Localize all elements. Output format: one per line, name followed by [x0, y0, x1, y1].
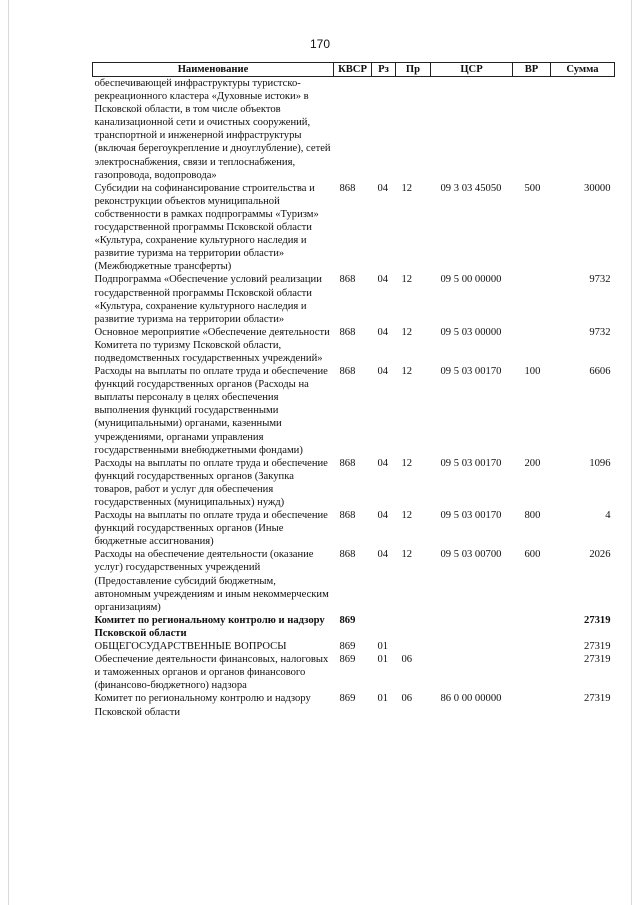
cell-kvsr: 868	[339, 182, 356, 194]
cell-name: ОБЩЕГОСУДАРСТВЕННЫЕ ВОПРОСЫ	[94, 641, 287, 653]
cell-pr: 12	[401, 510, 413, 522]
cell-kvsr: 868	[339, 274, 356, 286]
cell-name: обеспечивающей инфраструктуры туристско-рекреационного кластера «Духовные истоки» в Псковской области, в том числе объектов канализационной сети и очистных сооружений, транспортной и инженерной инфраструктуры (включая берегоукрепление и дноуглубление), сетей электроснабжения, связи и теплоснабжения, газопровода, водопровода»	[94, 78, 331, 181]
scan-margin-left	[8, 0, 9, 905]
cell-csr	[431, 640, 513, 653]
header-vr: ВР	[513, 63, 551, 77]
header-csr: ЦСР	[431, 63, 513, 77]
cell-pr: 12	[401, 274, 413, 286]
cell-name: Расходы на выплаты по оплате труда и обеспечение функций государственных органов (Расходы на выплаты персоналу в целях обеспечения выполнения функций государственными (муниципальными) органами, казенными учреждениями, органами управления государственными внебюджетными фондами)	[94, 366, 328, 456]
page-number: 170	[309, 37, 331, 51]
cell-csr	[431, 614, 513, 640]
cell-pr: 12	[401, 457, 413, 469]
cell-rz: 01	[377, 693, 389, 705]
cell-sum: 27319	[584, 654, 611, 666]
cell-vr	[513, 614, 551, 640]
cell-rz	[372, 77, 396, 182]
header-sum: Сумма	[551, 63, 615, 77]
table-row	[93, 365, 615, 457]
table-row	[93, 653, 615, 692]
table-row	[93, 509, 615, 548]
cell-kvsr: 868	[339, 510, 356, 522]
cell-sum: 2026	[589, 549, 611, 561]
cell-pr	[396, 640, 431, 653]
cell-pr: 12	[401, 549, 413, 561]
cell-vr	[513, 692, 551, 718]
cell-sum	[551, 77, 615, 182]
cell-name: Комитет по региональному контролю и надзору Псковской области	[94, 614, 325, 639]
cell-csr	[431, 77, 513, 182]
table-row	[93, 640, 615, 653]
cell-vr	[513, 77, 551, 182]
table-row	[93, 273, 615, 325]
cell-rz	[372, 614, 396, 640]
cell-kvsr: 868	[339, 366, 356, 378]
cell-sum: 9732	[589, 274, 611, 286]
cell-kvsr	[334, 77, 372, 182]
cell-name: Расходы на выплаты по оплате труда и обеспечение функций государственных органов (Закупка товаров, работ и услуг для обеспечения государственных (муниципальных) нужд)	[94, 457, 328, 508]
cell-pr: 12	[401, 366, 413, 378]
cell-pr: 12	[401, 182, 413, 194]
cell-name: Подпрограмма «Обеспечение условий реализации государственной программы Псковской области «Культура, сохранение культурного наследия и развитие туризма на территории области»	[94, 274, 322, 325]
cell-name: Расходы на выплаты по оплате труда и обеспечение функций государственных органов (Иные бюджетные ассигнования)	[94, 510, 328, 548]
cell-pr: 06	[401, 654, 413, 666]
cell-csr: 09 5 03 00700	[440, 549, 502, 561]
header-name: Наименование	[93, 63, 334, 77]
scan-margin-right	[631, 0, 632, 905]
cell-sum: 30000	[584, 182, 611, 194]
cell-vr: 500	[524, 182, 541, 194]
cell-name: Основное мероприятие «Обеспечение деятельности Комитета по туризму Псковской области, подведомственных государственных учреждений»	[94, 326, 330, 364]
cell-vr: 100	[524, 366, 541, 378]
table-header-row	[93, 63, 615, 77]
cell-csr: 09 5 03 00000	[440, 326, 502, 338]
header-kvsr: КВСР	[334, 63, 372, 77]
table-row	[93, 182, 615, 274]
cell-rz: 04	[377, 510, 389, 522]
cell-sum: 6606	[589, 366, 611, 378]
cell-kvsr: 868	[339, 457, 356, 469]
cell-kvsr: 868	[339, 326, 356, 338]
cell-vr: 600	[524, 549, 541, 561]
cell-name: Субсидии на софинансирование строительства и реконструкции объектов муниципальной собственности в рамках подпрограммы «Туризм» государственной программы Псковской области «Культура, сохранение культурного наследия и развитие туризма на территории области» (Межбюджетные трансферты)	[94, 182, 319, 273]
cell-vr	[513, 273, 551, 325]
header-pr: Пр	[396, 63, 431, 77]
cell-name: Комитет по региональному контролю и надзору Псковской области	[94, 693, 311, 718]
table-row	[93, 692, 615, 718]
cell-kvsr: 869	[339, 654, 356, 666]
cell-sum: 9732	[589, 326, 611, 338]
cell-csr	[431, 653, 513, 692]
cell-rz: 01	[377, 654, 389, 666]
header-rz: Рз	[372, 63, 396, 77]
cell-name: Обеспечение деятельности финансовых, налоговых и таможенных органов и органов финансового (финансово-бюджетного) надзора	[94, 654, 329, 692]
cell-rz: 01	[377, 641, 389, 653]
cell-csr: 86 0 00 00000	[440, 693, 502, 705]
cell-sum: 1096	[589, 457, 611, 469]
table-row	[93, 548, 615, 613]
table-body	[93, 77, 615, 719]
cell-kvsr: 869	[339, 641, 356, 653]
cell-sum: 4	[605, 510, 611, 522]
cell-pr	[396, 614, 431, 640]
table-row	[93, 614, 615, 640]
cell-vr	[513, 640, 551, 653]
table-row	[93, 326, 615, 365]
budget-table	[92, 62, 615, 719]
cell-rz: 04	[377, 457, 389, 469]
cell-pr	[396, 77, 431, 182]
cell-pr: 12	[401, 326, 413, 338]
cell-csr: 09 5 00 00000	[440, 274, 502, 286]
cell-rz: 04	[377, 366, 389, 378]
cell-vr	[513, 326, 551, 365]
table-row	[93, 77, 615, 182]
cell-sum: 27319	[584, 693, 611, 705]
table-row	[93, 457, 615, 509]
cell-rz: 04	[377, 274, 389, 286]
cell-csr: 09 5 03 00170	[440, 457, 502, 469]
cell-rz: 04	[377, 326, 389, 338]
cell-csr: 09 5 03 00170	[440, 366, 502, 378]
cell-sum: 27319	[584, 641, 611, 653]
cell-rz: 04	[377, 549, 389, 561]
cell-kvsr: 869	[339, 614, 356, 626]
cell-csr: 09 5 03 00170	[440, 510, 502, 522]
cell-vr	[513, 653, 551, 692]
cell-pr: 06	[401, 693, 413, 705]
cell-name: Расходы на обеспечение деятельности (оказание услуг) государственных учреждений (Предоставление субсидий бюджетным, автономным учреждениям и иным некоммерческим организациям)	[94, 549, 329, 613]
cell-sum: 27319	[584, 614, 611, 626]
cell-rz: 04	[377, 182, 389, 194]
cell-csr: 09 3 03 45050	[440, 182, 502, 194]
cell-kvsr: 869	[339, 693, 356, 705]
cell-vr: 800	[524, 510, 541, 522]
cell-kvsr: 868	[339, 549, 356, 561]
cell-vr: 200	[524, 457, 541, 469]
